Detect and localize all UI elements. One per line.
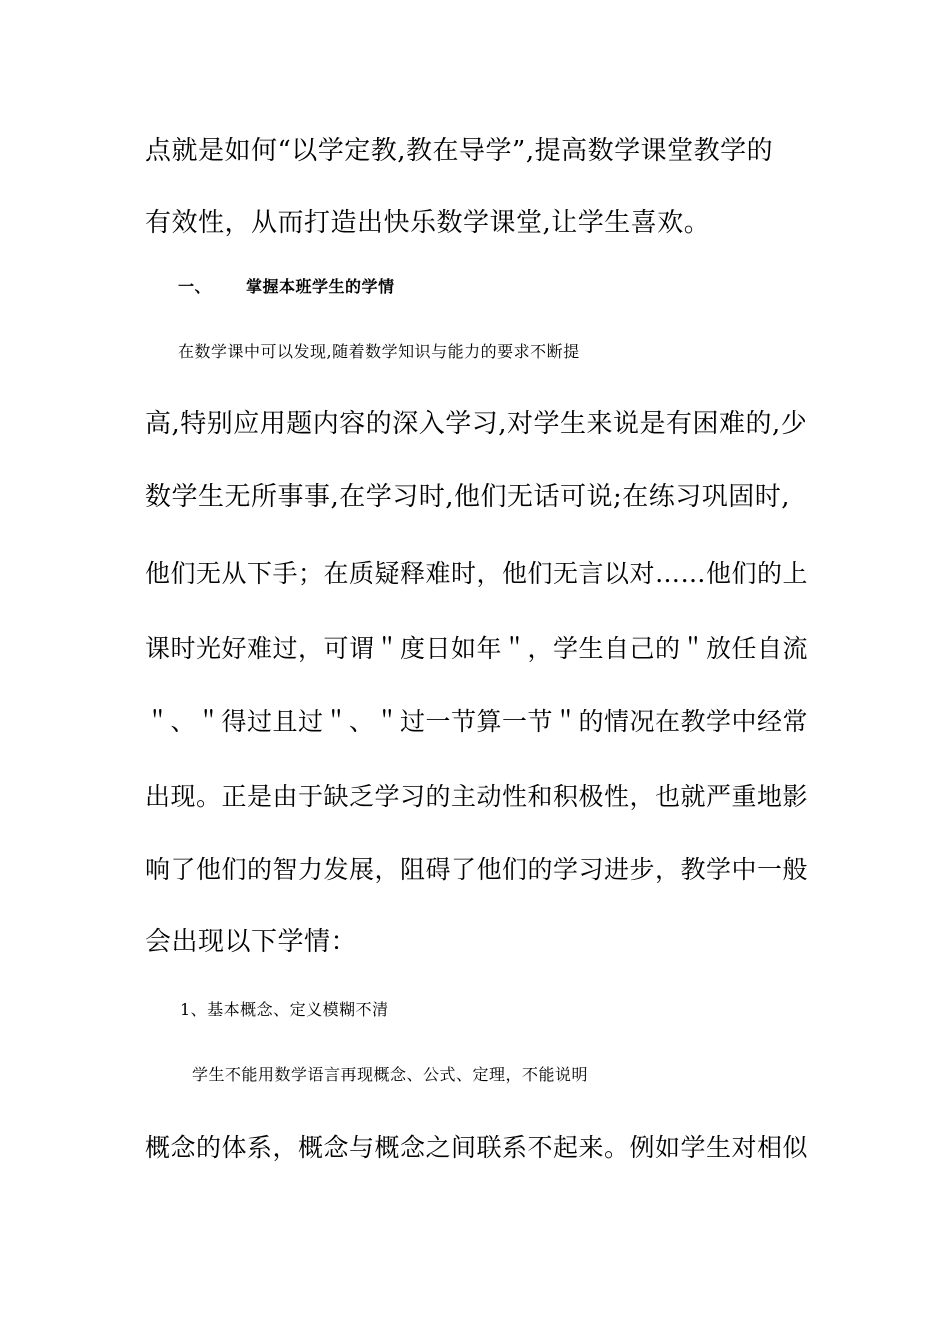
paragraph-line: 高,特别应用题内容的深入学习,对学生来说是有困难的,少	[145, 409, 808, 439]
paragraph-line: ＂、＂得过且过＂、＂过一节算一节＂的情况在教学中经常	[145, 707, 809, 736]
paragraph-line: 点就是如何“以学定教,教在导学”,提高数学课堂教学的	[145, 136, 774, 166]
paragraph-line: 会出现以下学情：	[145, 927, 358, 957]
paragraph-line: 他们无从下手；在质疑释难时，他们无言以对……他们的上	[145, 559, 809, 588]
paragraph-line: 在数学课中可以发现,随着数学知识与能力的要求不断提	[178, 342, 580, 361]
paragraph-line: 学生不能用数学语言再现概念、公式、定理，不能说明	[192, 1065, 589, 1084]
paragraph-line: 有效性，从而打造出快乐数学课堂,让学生喜欢。	[145, 208, 711, 238]
paragraph-line: 出现。正是由于缺乏学习的主动性和积极性，也就严重地影	[145, 782, 809, 811]
paragraph-line: 课时光好难过，可谓＂度日如年＂，学生自己的＂放任自流	[145, 634, 809, 663]
section-heading	[178, 270, 848, 304]
section-number: 一、	[178, 277, 212, 296]
subsection-heading: 1、基本概念、定义模糊不清	[180, 1000, 389, 1019]
paragraph-line: 概念的体系，概念与概念之间联系不起来。例如学生对相似	[145, 1133, 809, 1162]
paragraph-line: 响了他们的智力发展，阻碍了他们的学习进步，教学中一般	[145, 855, 809, 884]
section-title: 掌握本班学生的学情	[246, 277, 395, 296]
paragraph-line: 数学生无所事事,在学习时,他们无话可说;在练习巩固时,	[145, 482, 791, 512]
